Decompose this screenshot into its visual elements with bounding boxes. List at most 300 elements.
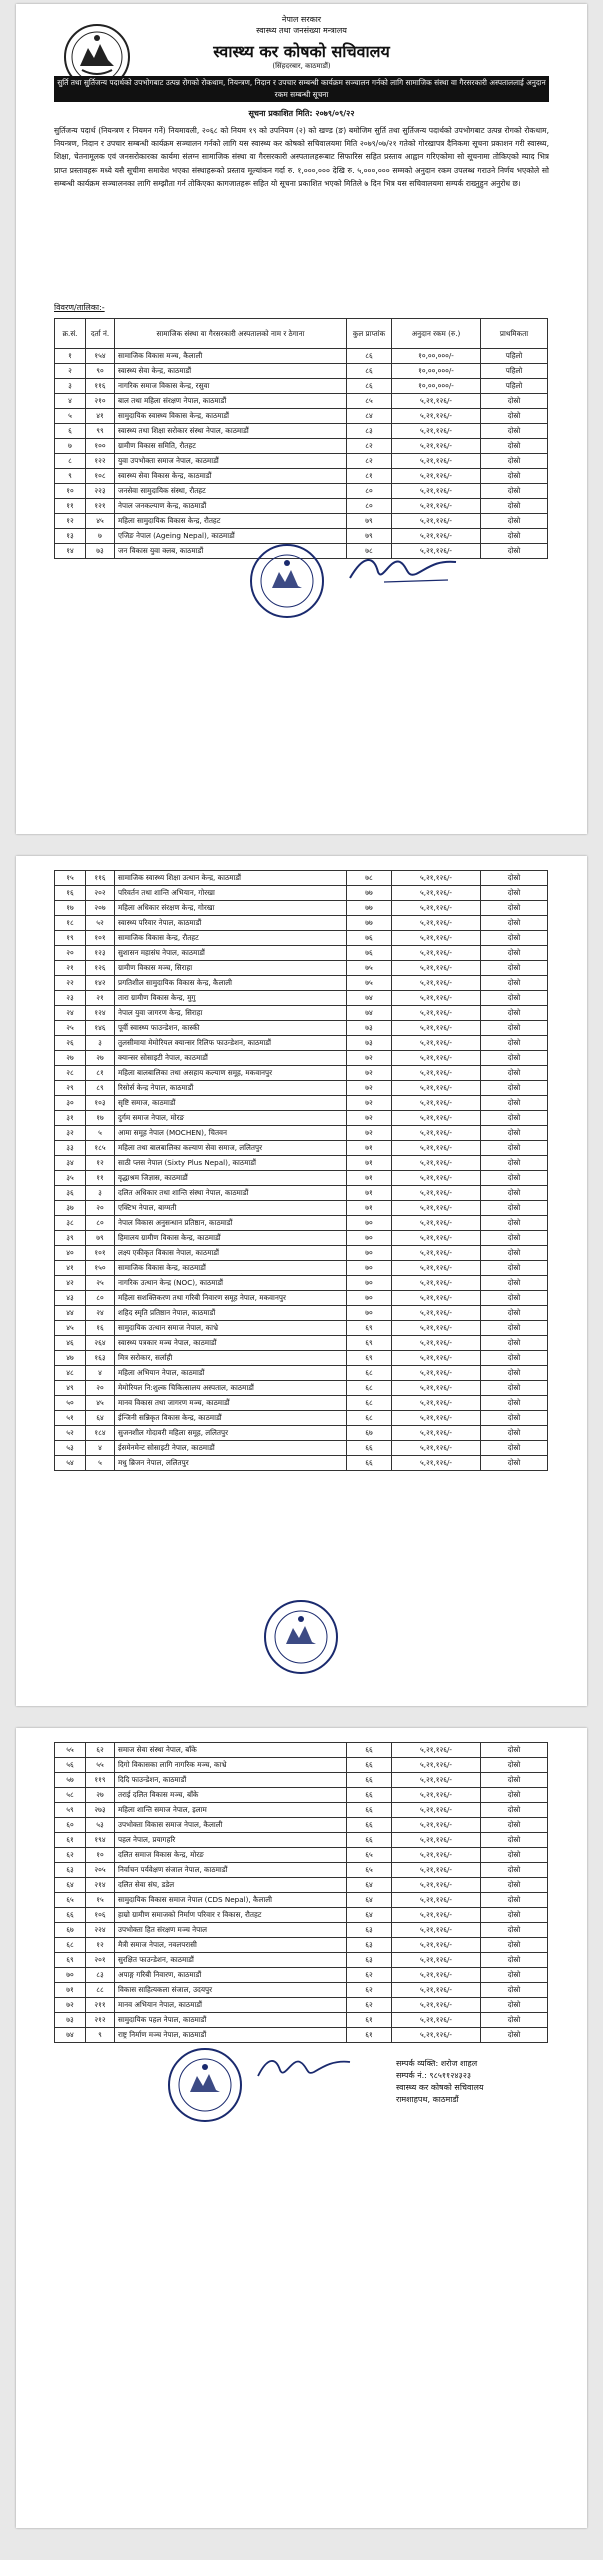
row-priority: दोस्रो <box>481 1216 548 1231</box>
row-organization: तुलसीमाया मेमोरियल क्यान्सर रिलिफ फाउन्डेशन, काठमाडौं <box>115 1036 347 1051</box>
table-header-row <box>55 319 548 349</box>
row-registration: ९० <box>86 364 115 379</box>
row-serial: ६७ <box>55 1923 86 1938</box>
row-registration: ५ <box>86 1126 115 1141</box>
row-score: ६६ <box>347 1758 392 1773</box>
row-registration: २०५ <box>86 1863 115 1878</box>
row-registration: १२ <box>86 1938 115 1953</box>
row-amount: ५,२१,१२६/- <box>392 1246 481 1261</box>
row-score: ६६ <box>347 1788 392 1803</box>
row-amount: ५,२१,१२६/- <box>392 1426 481 1441</box>
row-registration: १२६ <box>86 961 115 976</box>
row-organization: पहल नेपाल, प्रयागहरि <box>115 1833 347 1848</box>
row-registration: ११ <box>86 1171 115 1186</box>
grant-table-part-1 <box>54 318 548 559</box>
row-serial: ७० <box>55 1968 86 1983</box>
row-serial: ४८ <box>55 1366 86 1381</box>
row-amount: ५,२१,१२६/- <box>392 439 481 454</box>
row-score: ७१ <box>347 1156 392 1171</box>
row-serial: ४२ <box>55 1276 86 1291</box>
table-row <box>55 1411 548 1426</box>
row-amount: ५,२१,१२६/- <box>392 1983 481 1998</box>
notice-page-1 <box>16 4 587 834</box>
row-amount: ५,२१,१२६/- <box>392 1081 481 1096</box>
row-amount: ५,२१,१२६/- <box>392 871 481 886</box>
row-score: ७६ <box>347 931 392 946</box>
row-amount: ५,२१,१२६/- <box>392 1773 481 1788</box>
row-registration: ९९ <box>86 424 115 439</box>
row-priority: दोस्रो <box>481 1833 548 1848</box>
table-row <box>55 1426 548 1441</box>
row-organization: नेपाल विकास अनुसन्धान प्रतिष्ठान, काठमाडौं <box>115 1216 347 1231</box>
table-row <box>55 1156 548 1171</box>
row-organization: महिला बालबालिका तथा असहाय कल्याण समूह, मकवानपुर <box>115 1066 347 1081</box>
row-registration: १५० <box>86 1261 115 1276</box>
row-organization: नागरिक उत्थान केन्द्र (NOC), काठमाडौं <box>115 1276 347 1291</box>
row-organization: मेमोरियल नि:शुल्क चिकित्सालय अस्पताल, काठमाडौं <box>115 1381 347 1396</box>
table-row <box>55 886 548 901</box>
row-priority: दोस्रो <box>481 1051 548 1066</box>
table-row <box>55 1773 548 1788</box>
row-priority: दोस्रो <box>481 1923 548 1938</box>
row-priority: दोस्रो <box>481 1186 548 1201</box>
table-row <box>55 1953 548 1968</box>
table-row <box>55 1246 548 1261</box>
col-organization: सामाजिक संस्था वा गैरसरकारी अस्पतालको नाम र ठेगाना <box>115 319 347 349</box>
row-registration: १०३ <box>86 1096 115 1111</box>
table-row <box>55 1848 548 1863</box>
row-serial: १४ <box>55 544 86 559</box>
row-organization: मानव विकास तथा जागरण मञ्च, काठमाडौं <box>115 1396 347 1411</box>
row-serial: ५९ <box>55 1803 86 1818</box>
row-serial: १८ <box>55 916 86 931</box>
row-score: ६७ <box>347 1426 392 1441</box>
contact-place: रामशाहपथ, काठमाडौं <box>396 2095 459 2104</box>
office-seal-icon <box>248 542 326 620</box>
row-organization: स्वास्थ्य परिवार नेपाल, काठमाडौं <box>115 916 347 931</box>
row-serial: ६० <box>55 1818 86 1833</box>
row-amount: ५,२१,१२६/- <box>392 424 481 439</box>
row-score: ७२ <box>347 1126 392 1141</box>
row-priority: दोस्रो <box>481 1411 548 1426</box>
row-priority: दोस्रो <box>481 1878 548 1893</box>
row-serial: ५७ <box>55 1773 86 1788</box>
row-serial: २७ <box>55 1051 86 1066</box>
row-registration: ४१ <box>86 409 115 424</box>
row-score: ६३ <box>347 1953 392 1968</box>
row-serial: २६ <box>55 1036 86 1051</box>
row-amount: ५,२१,१२६/- <box>392 1923 481 1938</box>
row-organization: मित्र सरोकार, सर्लाही <box>115 1351 347 1366</box>
row-registration: २२३ <box>86 484 115 499</box>
row-registration: २११ <box>86 1998 115 2013</box>
row-priority: दोस्रो <box>481 1758 548 1773</box>
row-priority: पहिलो <box>481 379 548 394</box>
row-priority: दोस्रो <box>481 1441 548 1456</box>
row-priority: दोस्रो <box>481 1021 548 1036</box>
row-serial: ६६ <box>55 1908 86 1923</box>
row-registration: ४५ <box>86 1396 115 1411</box>
row-priority: दोस्रो <box>481 1953 548 1968</box>
row-score: ८६ <box>347 379 392 394</box>
row-amount: ५,२१,१२६/- <box>392 946 481 961</box>
notice-page-2 <box>16 856 587 1706</box>
row-registration: १५ <box>86 1893 115 1908</box>
row-score: ८१ <box>347 469 392 484</box>
row-amount: ५,२१,१२६/- <box>392 901 481 916</box>
table-row <box>55 1186 548 1201</box>
row-registration: १०१ <box>86 931 115 946</box>
row-priority: दोस्रो <box>481 1276 548 1291</box>
row-amount: ५,२१,१२६/- <box>392 961 481 976</box>
row-amount: ५,२१,१२६/- <box>392 1066 481 1081</box>
row-score: ६५ <box>347 1863 392 1878</box>
row-organization: राष्ट्र निर्माण मञ्च नेपाल, काठमाडौं <box>115 2028 347 2043</box>
row-serial: ४३ <box>55 1291 86 1306</box>
row-priority: दोस्रो <box>481 1081 548 1096</box>
row-priority: दोस्रो <box>481 1246 548 1261</box>
row-registration: ११९ <box>86 1773 115 1788</box>
row-priority: दोस्रो <box>481 1306 548 1321</box>
row-amount: ५,२१,१२६/- <box>392 1156 481 1171</box>
row-priority: दोस्रो <box>481 1036 548 1051</box>
row-registration: १०८ <box>86 469 115 484</box>
row-registration: ३ <box>86 1036 115 1051</box>
row-score: ७२ <box>347 1051 392 1066</box>
row-serial: ४७ <box>55 1351 86 1366</box>
table-row <box>55 1321 548 1336</box>
row-amount: १०,००,०००/- <box>392 349 481 364</box>
row-score: ७८ <box>347 871 392 886</box>
row-amount: ५,२१,१२६/- <box>392 1893 481 1908</box>
row-organization: विकास साहित्यकला संजाल, उदयपुर <box>115 1983 347 1998</box>
row-serial: ५१ <box>55 1411 86 1426</box>
list-heading: विवरण/तालिका:- <box>54 303 105 312</box>
table-row <box>55 1456 548 1471</box>
row-registration: १४६ <box>86 1021 115 1036</box>
table-row <box>55 871 548 886</box>
table-row <box>55 1366 548 1381</box>
table-row <box>55 514 548 529</box>
row-registration: ५२ <box>86 916 115 931</box>
row-registration: १२१ <box>86 499 115 514</box>
row-serial: ४४ <box>55 1306 86 1321</box>
row-score: ७२ <box>347 1081 392 1096</box>
row-serial: ६९ <box>55 1953 86 1968</box>
row-registration: ११६ <box>86 871 115 886</box>
row-score: ६८ <box>347 1366 392 1381</box>
table-row <box>55 976 548 991</box>
row-organization: सामाजिक विकास मञ्च, कैलाली <box>115 349 347 364</box>
table-row <box>55 931 548 946</box>
row-amount: ५,२१,१२६/- <box>392 1848 481 1863</box>
row-serial: ७१ <box>55 1983 86 1998</box>
row-registration: २० <box>86 1381 115 1396</box>
row-amount: ५,२१,१२६/- <box>392 1141 481 1156</box>
row-priority: दोस्रो <box>481 1321 548 1336</box>
row-registration: ७ <box>86 529 115 544</box>
row-serial: १७ <box>55 901 86 916</box>
row-priority: दोस्रो <box>481 1456 548 1471</box>
row-serial: २९ <box>55 1081 86 1096</box>
row-score: ६८ <box>347 1411 392 1426</box>
row-serial: ५८ <box>55 1788 86 1803</box>
publication-date: सूचना प्रकाशित मिति: २०७९/०९/२२ <box>248 109 355 118</box>
row-registration: ४५ <box>86 514 115 529</box>
row-serial: ८ <box>55 454 86 469</box>
row-organization: महिला सामुदायिक विकास केन्द्र, रौतहट <box>115 514 347 529</box>
row-priority: दोस्रो <box>481 409 548 424</box>
row-serial: ४५ <box>55 1321 86 1336</box>
row-organization: अपाङ्ग गरिबी निवारण, काठमाडौं <box>115 1968 347 1983</box>
row-score: ७२ <box>347 1066 392 1081</box>
row-score: ८६ <box>347 349 392 364</box>
row-organization: सामाजिक स्वास्थ्य शिक्षा उत्थान केन्द्र, काठमाडौं <box>115 871 347 886</box>
table-row <box>55 454 548 469</box>
row-registration: २०१ <box>86 1953 115 1968</box>
row-score: ७४ <box>347 1006 392 1021</box>
row-registration: ७९ <box>86 1231 115 1246</box>
notice-body: सुर्तिजन्य पदार्थ (नियन्त्रण र नियमन गर्ने) नियमावली, २०६८ को नियम १९ को उपनियम (२) को खण्ड (ङ) बमोजिम सुर्ति तथा सुर्तिजन्य पदार्थको उपभोगबाट उत्पन्न रोगको रोकथाम, नियन्त्रण, निदान र उपचार सम्बन्धी कार्यक्रम सञ्चालन गर्नको लागि यस स्वास्थ्य कर कोषको सचिवालयमा मिति २०७९/०७/२१ गतेको गोरखापत्र दैनिकमा सूचना प्रकाशन गरी स्वास्थ्य, शिक्षा, चेतनामूलक एवं जनसरोकारका कार्यमा संलग्न सामाजिक संस्था वा गैरसरकारी अस्पतालहरूबाट सिफारिस सहित प्रस्ताव आह्वान गरिएकोमा सो सूचनामा तोकिएको म्याद भित्र प्राप्त प्रस्तावहरू मध्ये यसै सूचीमा समावेश भएका संस्थाहरूको प्रस्ताव मूल्यांकन गर्दा रु. १,०००,००० देखि रु. ५,०००,००० सम्मको अनुदान रकम उपलब्ध गराउने निर्णय भएकोले सो सम्बन्धी कार्यक्रम सञ्चालनका लागि सम्झौता गर्न तोकिएका कागजातहरू सहित यो सूचना प्रकाशित भएको मितिले ७ दिन भित्र यस सचिवालयमा सम्पर्क राख्नुहुन अनुरोध छ। <box>54 126 549 188</box>
row-priority: दोस्रो <box>481 946 548 961</box>
row-organization: मानव अभियान नेपाल, काठमाडौं <box>115 1998 347 2013</box>
row-serial: ६ <box>55 424 86 439</box>
row-serial: ७ <box>55 439 86 454</box>
row-score: ६८ <box>347 1396 392 1411</box>
row-registration: ५५ <box>86 1758 115 1773</box>
row-priority: दोस्रो <box>481 2013 548 2028</box>
row-amount: ५,२१,१२६/- <box>392 1396 481 1411</box>
row-priority: दोस्रो <box>481 394 548 409</box>
row-priority: दोस्रो <box>481 1426 548 1441</box>
row-organization: स्वास्थ्य पत्रकार मञ्च नेपाल, काठमाडौं <box>115 1336 347 1351</box>
table-row <box>55 1441 548 1456</box>
row-registration: २१२ <box>86 2013 115 2028</box>
row-score: ७० <box>347 1231 392 1246</box>
table-row <box>55 349 548 364</box>
row-score: ६४ <box>347 1893 392 1908</box>
row-registration: ६४ <box>86 1411 115 1426</box>
row-organization: स्वास्थ्य सेवा विकास केन्द्र, काठमाडौं <box>115 469 347 484</box>
row-amount: ५,२१,१२६/- <box>392 1036 481 1051</box>
row-priority: दोस्रो <box>481 1096 548 1111</box>
table-row <box>55 394 548 409</box>
row-organization: नेपाल जनकल्याण केन्द्र, काठमाडौं <box>115 499 347 514</box>
row-serial: ९ <box>55 469 86 484</box>
row-amount: ५,२१,१२६/- <box>392 1441 481 1456</box>
row-organization: ग्रामीण विकास मञ्च, सिराहा <box>115 961 347 976</box>
row-organization: हिमालय ग्रामीण विकास केन्द्र, काठमाडौं <box>115 1231 347 1246</box>
row-amount: ५,२१,१२६/- <box>392 1381 481 1396</box>
row-priority: दोस्रो <box>481 439 548 454</box>
row-registration: २० <box>86 1201 115 1216</box>
row-organization: सामाजिक विकास केन्द्र, रौतहट <box>115 931 347 946</box>
table-row <box>55 1938 548 1953</box>
row-registration: २०२ <box>86 886 115 901</box>
row-priority: दोस्रो <box>481 871 548 886</box>
table-row <box>55 1006 548 1021</box>
row-amount: ५,२१,१२६/- <box>392 1276 481 1291</box>
row-amount: ५,२१,१२६/- <box>392 1863 481 1878</box>
row-score: ६६ <box>347 1803 392 1818</box>
row-score: ६६ <box>347 1833 392 1848</box>
row-score: ८६ <box>347 364 392 379</box>
row-serial: २३ <box>55 991 86 1006</box>
row-priority: दोस्रो <box>481 1773 548 1788</box>
row-organization: महिला सशक्तिकरण तथा गरिबी निवारण समूह नेपाल, मकवानपुर <box>115 1291 347 1306</box>
row-priority: दोस्रो <box>481 544 548 559</box>
row-serial: ३६ <box>55 1186 86 1201</box>
table-row <box>55 1261 548 1276</box>
row-score: ८० <box>347 484 392 499</box>
row-registration: १२४ <box>86 1006 115 1021</box>
row-serial: ५६ <box>55 1758 86 1773</box>
row-organization: प्रगतिशील सामुदायिक विकास केन्द्र, कैलाली <box>115 976 347 991</box>
table-row <box>55 991 548 1006</box>
row-organization: समाज सेवा संस्था नेपाल, बाँके <box>115 1743 347 1758</box>
row-amount: ५,२१,१२६/- <box>392 1111 481 1126</box>
row-amount: ५,२१,१२६/- <box>392 1803 481 1818</box>
row-amount: ५,२१,१२६/- <box>392 1096 481 1111</box>
row-serial: ३४ <box>55 1156 86 1171</box>
row-serial: ४६ <box>55 1336 86 1351</box>
row-amount: ५,२१,१२६/- <box>392 1833 481 1848</box>
table-row <box>55 1863 548 1878</box>
row-amount: ५,२१,१२६/- <box>392 1953 481 1968</box>
row-organization: सामुदायिक पहल नेपाल, काठमाडौं <box>115 2013 347 2028</box>
table-row <box>55 1968 548 1983</box>
col-amount: अनुदान रकम (रु.) <box>392 319 481 349</box>
row-amount: ५,२१,१२६/- <box>392 1758 481 1773</box>
row-priority: दोस्रो <box>481 1126 548 1141</box>
row-score: ६४ <box>347 1878 392 1893</box>
row-registration: २७ <box>86 1788 115 1803</box>
row-priority: दोस्रो <box>481 1908 548 1923</box>
row-amount: ५,२१,१२६/- <box>392 1216 481 1231</box>
row-registration: ९ <box>86 2028 115 2043</box>
row-score: ७५ <box>347 976 392 991</box>
row-serial: १ <box>55 349 86 364</box>
row-serial: १२ <box>55 514 86 529</box>
row-score: ६३ <box>347 1938 392 1953</box>
row-organization: दुर्गम समाज नेपाल, मोरङ <box>115 1111 347 1126</box>
row-registration: ५ <box>86 1456 115 1471</box>
row-amount: ५,२१,१२६/- <box>392 1261 481 1276</box>
row-amount: ५,२१,१२६/- <box>392 1351 481 1366</box>
row-registration: १० <box>86 1848 115 1863</box>
col-score: कुल प्राप्तांक <box>347 319 392 349</box>
row-organization: नेपाल युवा जागरण केन्द्र, सिराहा <box>115 1006 347 1021</box>
row-serial: ४९ <box>55 1381 86 1396</box>
table-row <box>55 484 548 499</box>
row-serial: ४ <box>55 394 86 409</box>
col-serial: क्र.सं. <box>55 319 86 349</box>
col-registration: दर्ता नं. <box>86 319 115 349</box>
row-organization: हाम्रो ग्रामीण समाजको निर्माण परिवार र विकास, रौतहट <box>115 1908 347 1923</box>
row-amount: ५,२१,१२६/- <box>392 1788 481 1803</box>
row-registration: ५३ <box>86 1818 115 1833</box>
row-score: ७१ <box>347 1201 392 1216</box>
row-score: ७० <box>347 1216 392 1231</box>
row-registration: २२४ <box>86 1923 115 1938</box>
row-organization: सामुदायिक विकास समाज नेपाल (CDS Nepal), कैलाली <box>115 1893 347 1908</box>
row-organization: तराई दलित विकास मञ्च, बाँके <box>115 1788 347 1803</box>
row-priority: दोस्रो <box>481 1968 548 1983</box>
row-registration: ८१ <box>86 1066 115 1081</box>
row-registration: ६२ <box>86 1743 115 1758</box>
row-amount: ५,२१,१२६/- <box>392 1366 481 1381</box>
row-organization: दलित अधिकार तथा शान्ति संस्था नेपाल, काठमाडौं <box>115 1186 347 1201</box>
row-registration: १९४ <box>86 1833 115 1848</box>
row-priority: पहिलो <box>481 349 548 364</box>
row-serial: २० <box>55 946 86 961</box>
row-priority: दोस्रो <box>481 961 548 976</box>
contact-phone: सम्पर्क नं.: ९८५११२४३२३ <box>396 2071 472 2080</box>
row-registration: १०१ <box>86 1246 115 1261</box>
row-serial: ३३ <box>55 1141 86 1156</box>
table-row <box>55 1788 548 1803</box>
row-score: ६३ <box>347 1923 392 1938</box>
row-score: ६२ <box>347 1998 392 2013</box>
row-priority: दोस्रो <box>481 1743 548 1758</box>
table-row <box>55 1803 548 1818</box>
row-amount: १०,००,०००/- <box>392 379 481 394</box>
row-score: ७१ <box>347 1171 392 1186</box>
notice-banner: सुर्ति तथा सुर्तिजन्य पदार्थको उपभोगबाट उत्पन्न रोगको रोकथाम, नियन्त्रण, निदान र उपचार सम्बन्धी कार्यक्रम सञ्चालन गर्नको लागि सामाजिक संस्था वा गैरसरकारी अस्पताललाई अनुदान रकम सम्बन्धी सूचना <box>54 76 549 102</box>
row-serial: ३ <box>55 379 86 394</box>
row-registration: २५ <box>86 1276 115 1291</box>
row-serial: ६१ <box>55 1833 86 1848</box>
row-registration: १२ <box>86 1156 115 1171</box>
row-priority: दोस्रो <box>481 454 548 469</box>
row-organization: लक्ष्य एकीकृत विकास नेपाल, काठमाडौं <box>115 1246 347 1261</box>
row-serial: ६५ <box>55 1893 86 1908</box>
row-registration: १८५ <box>86 1141 115 1156</box>
row-score: ७० <box>347 1276 392 1291</box>
row-serial: २४ <box>55 1006 86 1021</box>
row-organization: सामाजिक विकास केन्द्र, काठमाडौं <box>115 1261 347 1276</box>
row-priority: दोस्रो <box>481 424 548 439</box>
table-row <box>55 1336 548 1351</box>
row-registration: ७३ <box>86 544 115 559</box>
row-organization: जनसेवा सामुदायिक संस्था, रौतहट <box>115 484 347 499</box>
row-registration: १६३ <box>86 1351 115 1366</box>
row-score: ६९ <box>347 1336 392 1351</box>
row-score: ८४ <box>347 409 392 424</box>
row-organization: दलित सेवा संघ, डडेल <box>115 1878 347 1893</box>
table-row <box>55 1081 548 1096</box>
table-row <box>55 1291 548 1306</box>
row-amount: ५,२१,१२६/- <box>392 1006 481 1021</box>
row-amount: ५,२१,१२६/- <box>392 1998 481 2013</box>
row-organization: सुशासन महासंघ नेपाल, काठमाडौं <box>115 946 347 961</box>
row-score: ६६ <box>347 1818 392 1833</box>
row-serial: १३ <box>55 529 86 544</box>
row-score: ८० <box>347 499 392 514</box>
row-registration: २७३ <box>86 1803 115 1818</box>
row-serial: ४१ <box>55 1261 86 1276</box>
row-registration: १०६ <box>86 1908 115 1923</box>
office-seal-icon <box>262 1598 340 1676</box>
contact-person: सम्पर्क व्यक्ति: शरोज शाहल <box>396 2059 478 2068</box>
grant-table-part-2 <box>54 870 548 1471</box>
row-organization: साठी प्लस नेपाल (Sixty Plus Nepal), काठमाडौं <box>115 1156 347 1171</box>
row-organization: ईसमेनमेन्ट सोसाइटी नेपाल, काठमाडौं <box>115 1441 347 1456</box>
row-score: ६९ <box>347 1321 392 1336</box>
row-priority: दोस्रो <box>481 916 548 931</box>
office-location: (सिंहदरबार, काठमाडौं) <box>272 62 331 70</box>
row-registration: ८९ <box>86 1081 115 1096</box>
